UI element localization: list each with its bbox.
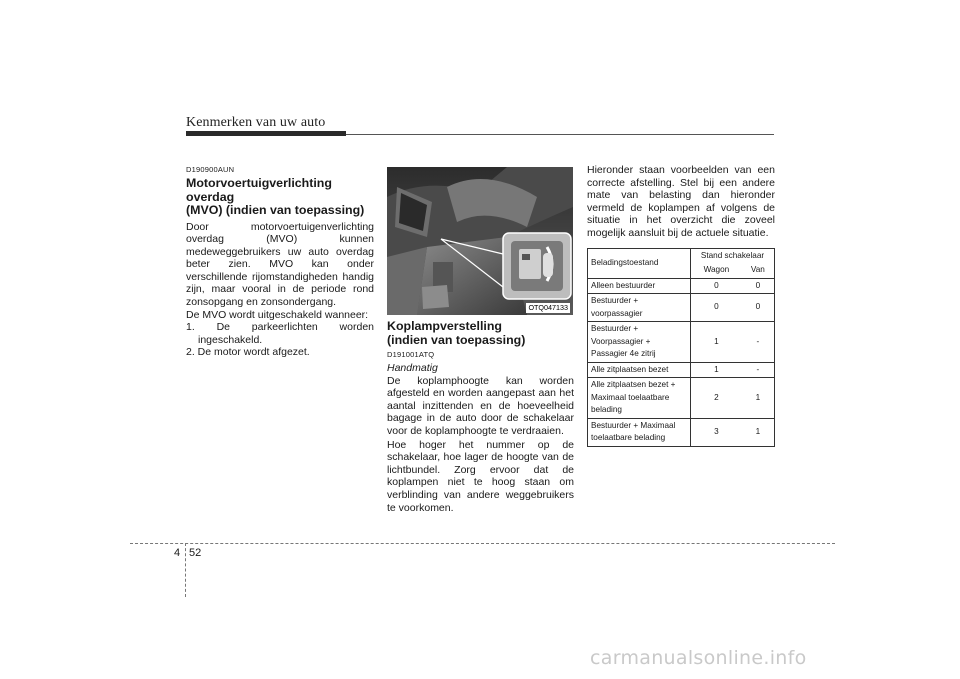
van-value: 1: [742, 418, 775, 446]
table-row: [588, 362, 775, 378]
row-label-line: Bestuurder + Maximaal: [591, 420, 676, 430]
table-row: [588, 378, 775, 419]
column-load-table: [587, 164, 775, 447]
row-label-line: belading: [591, 405, 622, 415]
van-value: -: [742, 322, 775, 363]
leveling-para1: De koplamphoogte kan worden afgesteld en worden aangepast aan het aantal inzittenden en de hoeveelheid bagage in de auto door de schakelaar voor de koplamphoogte te verdraaien.: [387, 374, 574, 437]
section-header-title: Kenmerken van uw auto: [186, 115, 326, 130]
wagon-value: 0: [691, 294, 742, 322]
van-value: -: [742, 362, 775, 378]
row-label-line: Bestuurder +: [591, 296, 639, 306]
col-switch-header: Stand schakelaar: [691, 248, 775, 263]
row-label-line: Bestuurder +: [591, 324, 639, 334]
section-code: D190900AUN: [186, 165, 235, 174]
drl-intro: Door motorvoertuigenverlichting overdag (MVO) kunnen medeweggebruikers uw auto overdag beter zien. MVO kan onder verschillende rijomstandigheden handig zijn, maar vooral in de periode rond zonsopgang en zonsondergang.: [186, 220, 374, 309]
header-accent-bar: [186, 131, 346, 136]
list-item: 1. De parkeerlichten worden ingeschakeld.: [186, 321, 374, 346]
chapter-number: 4: [174, 547, 181, 559]
row-label-line: Voorpassagier +: [591, 336, 651, 346]
wagon-value: 2: [691, 378, 742, 419]
figure-code: OTQ047133: [528, 303, 568, 312]
header-rule: [346, 134, 774, 135]
row-label-line: Passagier 4e zitrij: [591, 349, 656, 359]
drl-off-when: De MVO wordt uitgeschakeld wanneer:: [186, 308, 369, 321]
column-drl: [186, 165, 374, 359]
leveling-heading-line1: Koplampverstelling: [387, 319, 502, 333]
table-row: [588, 278, 775, 294]
row-label-line: Alle zitplaatsen bezet +: [591, 380, 676, 390]
page-number: 52: [189, 547, 202, 559]
van-value: 1: [742, 378, 775, 419]
table-row: [588, 322, 775, 363]
col-load-header: Beladingstoestand: [588, 248, 691, 278]
footer-divider: [185, 543, 186, 597]
van-value: 0: [742, 278, 775, 294]
wagon-value: 1: [691, 322, 742, 363]
wagon-value: 3: [691, 418, 742, 446]
row-label-line: toelaatbare belading: [591, 433, 666, 443]
table-header-row: [588, 248, 775, 263]
drl-heading-line1: Motorvoertuigverlichting overdag: [186, 176, 332, 204]
row-label-line: Alle zitplaatsen bezet: [591, 364, 669, 374]
van-value: 0: [742, 294, 775, 322]
wagon-value: 1: [691, 362, 742, 378]
leveling-heading-line2: (indien van toepassing): [387, 332, 526, 347]
table-row: [588, 294, 775, 322]
column-headlight-leveling: [387, 167, 574, 514]
drl-heading: [186, 177, 374, 218]
dashboard-illustration: [387, 167, 573, 315]
col-van-header: Van: [742, 263, 775, 278]
watermark: carmanualsonline.info: [590, 647, 807, 669]
row-label-line: Alleen bestuurder: [591, 280, 656, 290]
section-code: D191001ATQ: [387, 350, 435, 359]
load-table: [587, 248, 775, 447]
drl-heading-line2: (MVO) (indien van toepassing): [186, 203, 365, 217]
manual-subheading: Handmatig: [387, 362, 438, 374]
table-intro: Hieronder staan voorbeelden van een correcte afstelling. Stel bij een andere mate van belasting dan hieronder vermeld de koplampen af volgens de situatie in het overzicht die zoveel mogelijk aansluit bij de actuele situatie.: [587, 164, 775, 239]
col-wagon-header: Wagon: [691, 263, 742, 278]
wagon-value: 0: [691, 278, 742, 294]
dashboard-photo: [387, 167, 573, 315]
row-label-line: voorpassagier: [591, 308, 643, 318]
table-row: [588, 418, 775, 446]
leveling-heading: [387, 320, 574, 347]
footer-rule: [130, 543, 835, 544]
row-label-line: Maximaal toelaatbare: [591, 392, 670, 402]
leveling-para2: Hoe hoger het nummer op de schakelaar, hoe lager de hoogte van de lichtbundel. Zorg ervoor dat de koplampen niet te hoog staan om verblinding van andere weggebruikers te voorkomen.: [387, 438, 574, 514]
list-item: 2. De motor wordt afgezet.: [186, 346, 310, 359]
